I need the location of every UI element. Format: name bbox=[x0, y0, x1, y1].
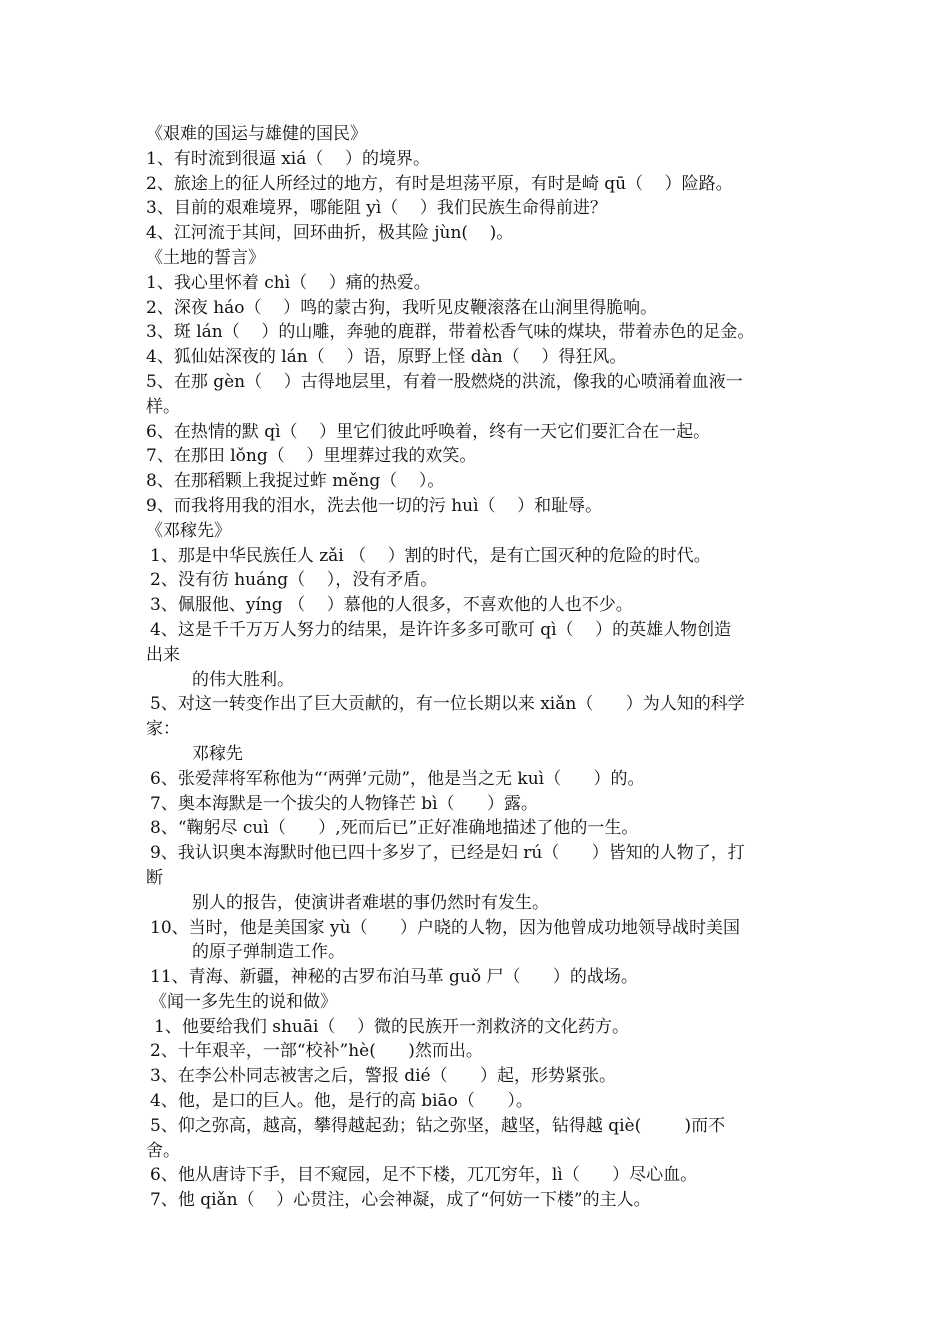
question-line: 10、当时，他是美国家 yù（ ）户晓的人物，因为他曾成功地领导战时美国 bbox=[150, 917, 741, 938]
question-line: 2、没有彷 huáng（ ），没有矛盾。 bbox=[150, 570, 438, 591]
question-line: 3、目前的艰难境界，哪能阻 yì（ ）我们民族生命得前进？ bbox=[146, 198, 607, 219]
question-line: 1、那是中华民族任人 zǎi （ ）割的时代，是有亡国灭种的危险的时代。 bbox=[150, 545, 711, 566]
question-line-continuation: 邓稼先 bbox=[192, 743, 243, 764]
question-line: 6、在热情的默 qì（ ）里它们彼此呼唤着，终有一天它们要汇合在一起。 bbox=[146, 421, 711, 442]
question-line-continuation: 别人的报告，使演讲者难堪的事仍然时有发生。 bbox=[192, 892, 549, 913]
question-line: 4、狐仙姑深夜的 lán（ ）语，原野上怪 dàn（ ）得狂风。 bbox=[146, 347, 627, 368]
question-line: 3、斑 lán（ ）的山雕，奔驰的鹿群，带着松香气味的煤块，带着赤色的足金。 bbox=[146, 322, 755, 343]
question-line: 2、深夜 háo（ ）鸣的蒙古狗，我听见皮鞭滚落在山涧里得脆响。 bbox=[146, 297, 658, 318]
question-line-continuation: 舍。 bbox=[146, 1140, 180, 1161]
question-line: 1、我心里怀着 chì（ ）痛的热爱。 bbox=[146, 272, 431, 293]
question-line: 5、对这一转变作出了巨大贡献的，有一位长期以来 xiǎn（ ）为人知的科学 bbox=[150, 694, 745, 715]
question-line: 5、在那 gèn（ ）古得地层里，有着一股燃烧的洪流，像我的心喷涌着血液一 bbox=[146, 371, 743, 392]
question-line-continuation: 出来 bbox=[146, 644, 180, 665]
question-line: 1、他要给我们 shuāi（ ）微的民族开一剂救济的文化药方。 bbox=[154, 1016, 630, 1037]
section-title-2: 《土地的誓言》 bbox=[146, 247, 265, 268]
question-line: 6、他从唐诗下手，目不窥园，足不下楼，兀兀穷年，lì（ ）尽心血。 bbox=[150, 1165, 698, 1186]
question-line: 3、佩服他、yíng （ ）慕他的人很多，不喜欢他的人也不少。 bbox=[150, 595, 633, 616]
question-line: 4、这是千千万万人努力的结果，是许许多多可歌可 qì（ ）的英雄人物创造 bbox=[150, 619, 732, 640]
section-title-3: 《邓稼先》 bbox=[146, 520, 231, 541]
question-line-continuation: 样。 bbox=[146, 396, 180, 417]
question-line-continuation: 的伟大胜利。 bbox=[192, 669, 294, 690]
section-title-4: 《闻一多先生的说和做》 bbox=[150, 991, 337, 1012]
question-line: 6、张爱萍将军称他为“‘两弹’元勋”，他是当之无 kuì（ ）的。 bbox=[150, 768, 645, 789]
question-line: 7、奥本海默是一个拔尖的人物锋芒 bì（ ）露。 bbox=[150, 793, 538, 814]
question-line: 9、而我将用我的泪水，洗去他一切的污 huì（ ）和耻辱。 bbox=[146, 495, 603, 516]
question-line: 7、在那田 lǒng（ ）里埋葬过我的欢笑。 bbox=[146, 446, 477, 467]
question-line: 4、他，是口的巨人。他，是行的高 biāo（ ）。 bbox=[150, 1091, 533, 1112]
question-line: 5、仰之弥高，越高，攀得越起劲；钻之弥坚，越坚，钻得越 qiè( )而不 bbox=[150, 1115, 726, 1136]
question-line: 1、有时流到很逼 xiá（ ）的境界。 bbox=[146, 148, 430, 169]
question-line: 4、江河流于其间，回环曲折，极其险 jùn( )。 bbox=[146, 223, 514, 244]
question-line: 2、旅途上的征人所经过的地方，有时是坦荡平原，有时是崎 qū（ ）险路。 bbox=[146, 173, 733, 194]
question-line: 9、我认识奥本海默时他已四十多岁了，已经是妇 rú（ ）皆知的人物了，打 bbox=[150, 843, 745, 864]
question-line: 8、“鞠躬尽 cuì（ ）,死而后已”正好准确地描述了他的一生。 bbox=[150, 818, 639, 839]
question-line: 8、在那稻颗上我捉过蚱 měng（ ）。 bbox=[146, 471, 445, 492]
question-line: 7、他 qiǎn（ ）心贯注，心会神凝，成了“何妨一下楼”的主人。 bbox=[150, 1190, 651, 1211]
question-line: 3、在李公朴同志被害之后，警报 dié（ ）起，形势紧张。 bbox=[150, 1066, 617, 1087]
question-line-continuation: 家： bbox=[146, 719, 180, 740]
question-line-continuation: 的原子弹制造工作。 bbox=[192, 942, 345, 963]
question-line: 11、青海、新疆，神秘的古罗布泊马革 guǒ 尸（ ）的战场。 bbox=[150, 967, 638, 988]
section-title-1: 《艰难的国运与雄健的国民》 bbox=[146, 124, 367, 144]
question-line-continuation: 断 bbox=[146, 867, 163, 888]
question-line: 2、十年艰辛，一部“校补”hè( )然而出。 bbox=[150, 1041, 483, 1062]
